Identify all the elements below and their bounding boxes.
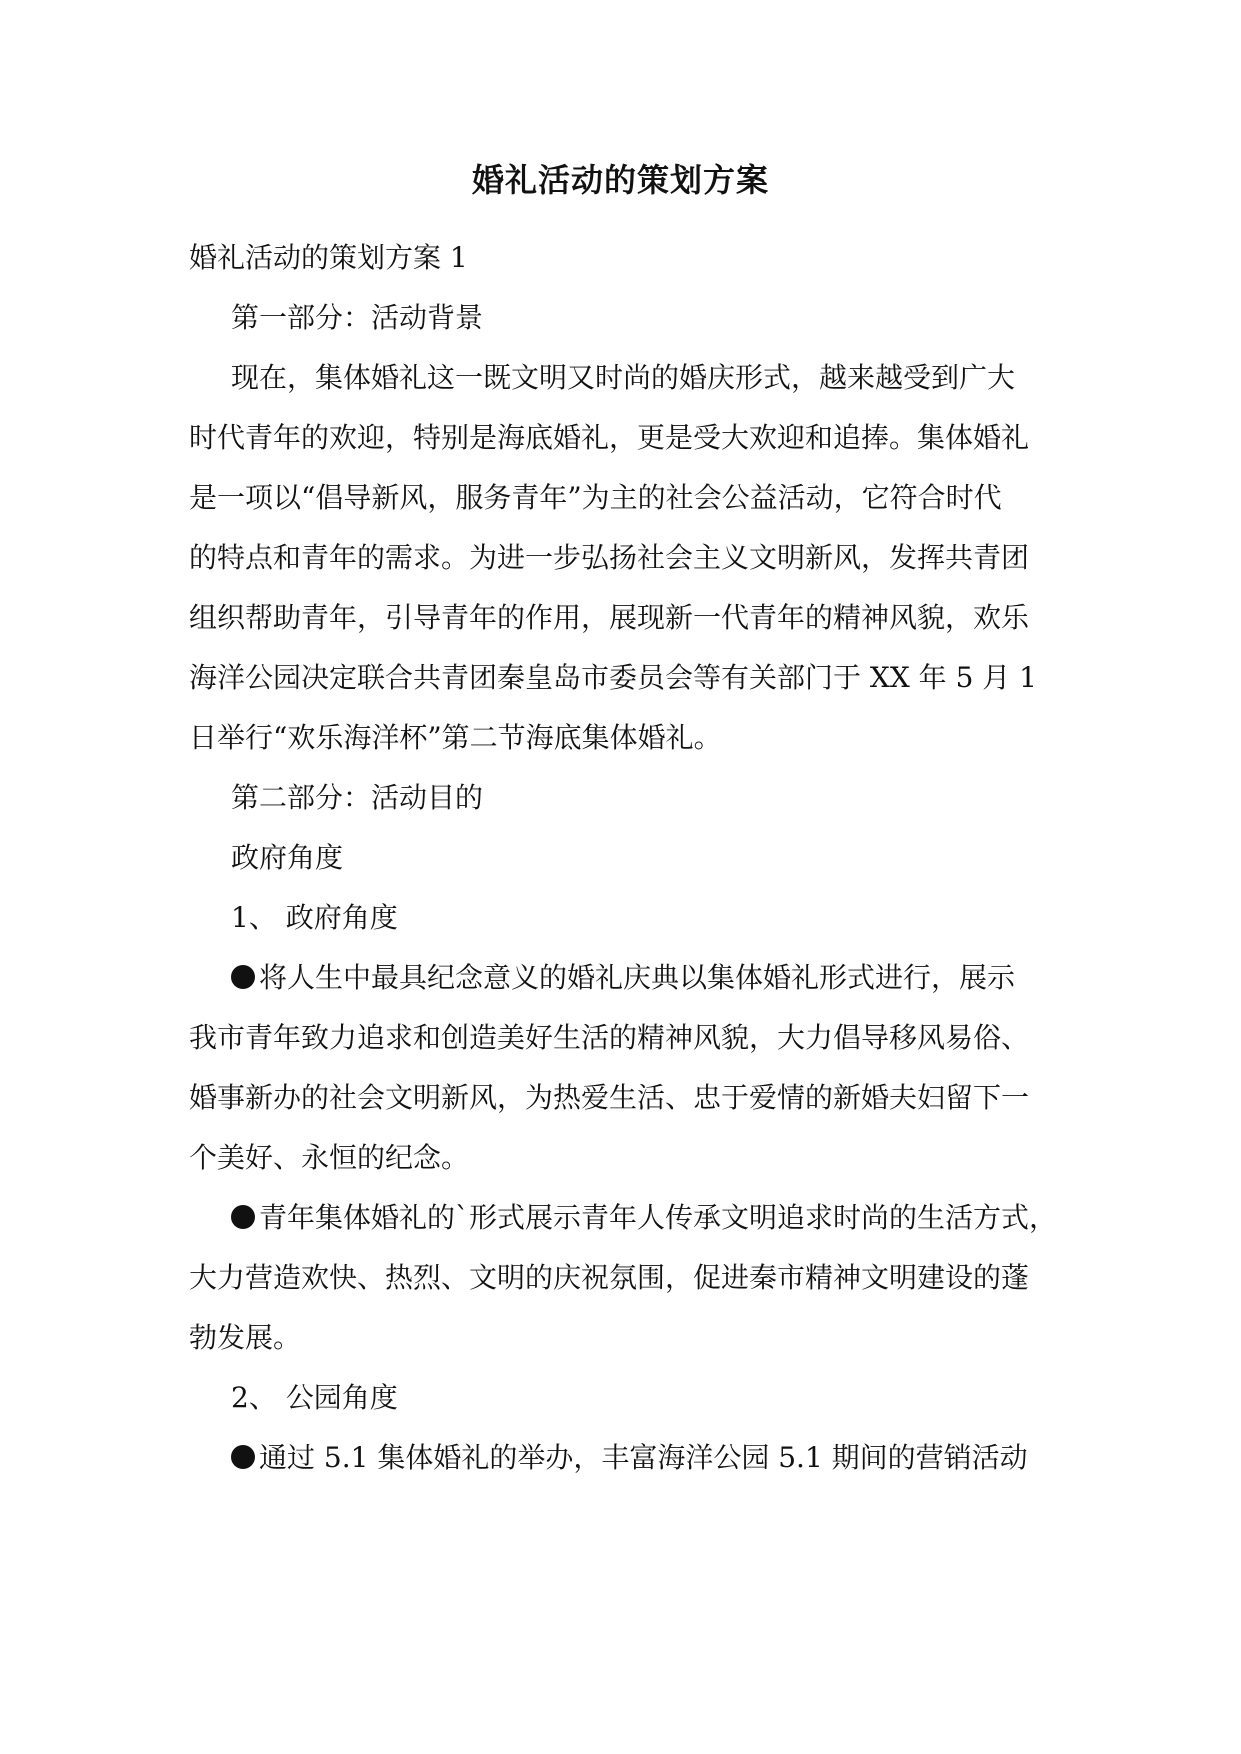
text-line [189,1308,1053,1368]
line-text: 时代青年的欢迎，特别是海底婚礼，更是受大欢迎和追捧。集体婚礼 [189,421,1030,454]
line-text: 是一项以“倡导新风，服务青年”为主的社会公益活动，它符合时代 [189,481,1002,514]
line-text: 大力营造欢快、热烈、文明的庆祝氛围，促进秦市精神文明建设的蓬 [189,1261,1030,1294]
line-text: 婚礼活动的策划方案 1 [189,241,468,274]
text-line [189,348,1053,408]
text-line [189,468,1053,528]
line-text: 我市青年致力追求和创造美好生活的精神风貌，大力倡导移风易俗、 [189,1021,1030,1054]
text-line [189,768,1053,828]
line-text: 第二部分：活动目的 [231,781,484,814]
text-line [189,1068,1053,1128]
line-text: 政府角度 [231,841,344,874]
text-line [189,1248,1053,1308]
line-text: 通过 5.1 集体婚礼的举办，丰富海洋公园 5.1 期间的营销活动 [259,1441,1028,1474]
line-text: 勃发展。 [189,1321,302,1354]
text-line [189,648,1053,708]
text-line [189,948,1053,1008]
text-line [189,408,1053,468]
text-line [189,288,1053,348]
bullet-icon [231,1445,255,1469]
line-text: 日举行“欢乐海洋杯”第二节海底集体婚礼。 [189,721,722,754]
text-line [189,528,1053,588]
text-line [189,1128,1053,1188]
text-line [189,588,1053,648]
line-text: 2、 公园角度 [231,1381,398,1414]
text-line [189,888,1053,948]
text-line [189,828,1053,888]
bullet-icon [231,965,255,989]
document-body [189,228,1058,1488]
line-text: 第一部分：活动背景 [231,301,484,334]
line-text: 海洋公园决定联合共青团秦皇岛市委员会等有关部门于 XX 年 5 月 1 [189,661,1038,694]
text-line [189,1428,1053,1488]
text-line [189,708,1053,768]
text-line [189,228,1053,288]
bullet-icon [231,1205,255,1229]
line-text: 现在，集体婚礼这一既文明又时尚的婚庆形式，越来越受到广大 [231,361,1016,394]
line-text: 组织帮助青年，引导青年的作用，展现新一代青年的精神风貌，欢乐 [189,601,1030,634]
line-text: 个美好、永恒的纪念。 [189,1141,470,1174]
text-line [189,1188,1058,1248]
document-title: 婚礼活动的策划方案 [471,161,769,199]
line-text: 将人生中最具纪念意义的婚礼庆典以集体婚礼形式进行，展示 [259,961,1016,994]
text-line [189,1368,1053,1428]
line-text: 青年集体婚礼的`形式展示青年人传承文明追求时尚的生活方式， [259,1201,1058,1234]
line-text: 婚事新办的社会文明新风，为热爱生活、忠于爱情的新婚夫妇留下一 [189,1081,1030,1114]
line-text: 1、 政府角度 [231,901,398,934]
line-text: 的特点和青年的需求。为进一步弘扬社会主义文明新风，发挥共青团 [189,541,1030,574]
text-line [189,1008,1053,1068]
